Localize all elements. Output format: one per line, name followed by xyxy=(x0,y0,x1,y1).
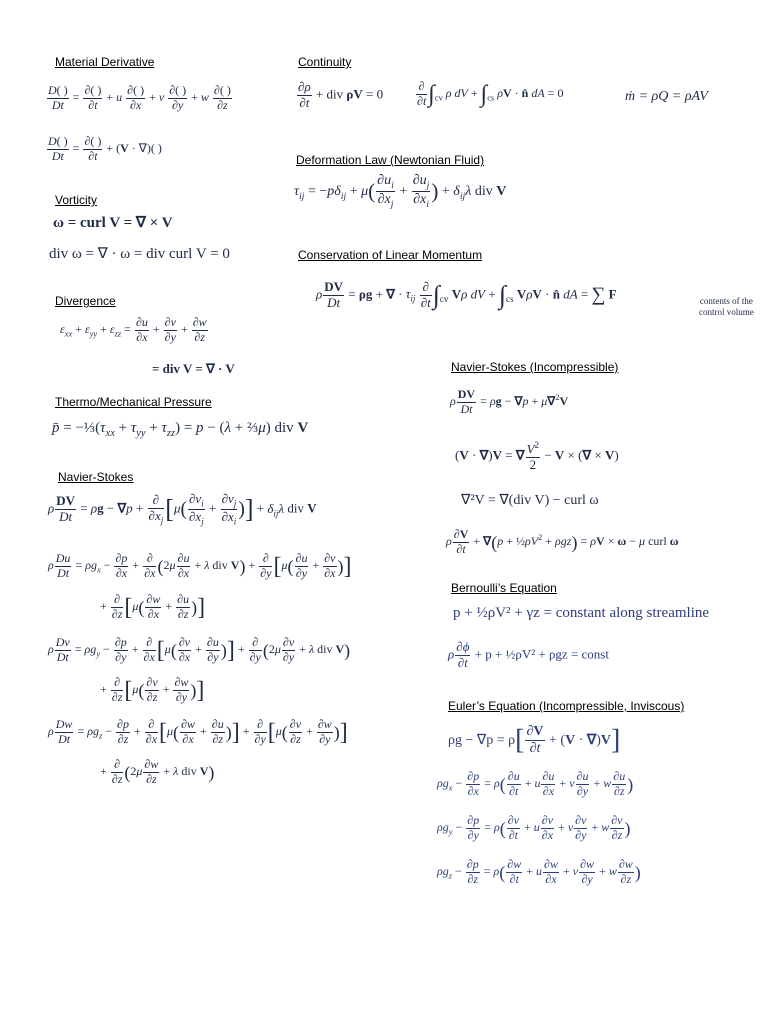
vorticity-equation: ω = curl V = ∇ × V xyxy=(53,215,173,231)
euler-vector-equation: ρg − ∇p = ρ[ $\frac{\partial V}{\partial t}$ + (V · ∇)V] xyxy=(448,724,621,757)
vorticity-divergence-equation: div ω = ∇ · ω = div curl V = 0 xyxy=(49,246,230,262)
navier-stokes-y-cont: + ∂ ∂z [μ( $\frac{\partial v}{\partial z}$ + $\frac{\partial w}{\partial y}$ )] xyxy=(100,675,205,704)
cv-contents-label: contents of the control volume xyxy=(699,296,754,317)
heading-material-derivative: Material Derivative xyxy=(55,55,155,69)
divergence-equation: $\varepsilon_{xx} + \varepsilon_{yy} + \varepsilon_{zz}$ = $\frac{\partial u}{\partial x}$ + $\frac{\partial v}{\partial y}$ + $\frac{\partial w}{\partial z}$ xyxy=(60,315,207,344)
convective-identity-equation: (V · ∇)V = ∇ $\frac{V^2}{2}$ − V × (∇ × V) xyxy=(455,440,619,473)
material-derivative-vector: $\frac{D( )}{Dt}$ = ∂( ) ∂t + (V · ∇)( ) xyxy=(48,134,162,163)
euler-y-equation: $\rho g_y$ − $\frac{\partial p}{\partial y}$ = ρ( $\frac{\partial v}{\partial t}$ + u $\frac{\partial v}{\partial x}$ + v $\frac{\partial v}{\partial y}$ + w $\frac{\partial v}{\partial z}$ ) xyxy=(437,813,631,842)
euler-z-equation: $\rho g_z$ − $\frac{\partial p}{\partial z}$ = ρ( $\frac{\partial w}{\partial t}$ + u $\frac{\partial w}{\partial x}$ + v $\frac{\partial w}{\partial y}$ + w $\frac{\partial w}{\partial z}$ ) xyxy=(437,857,641,886)
heading-thermo-pressure: Thermo/Mechanical Pressure xyxy=(55,395,212,409)
navier-stokes-x-cont: + ∂ ∂z [μ( $\frac{\partial w}{\partial x}$ + $\frac{\partial u}{\partial z}$ )] xyxy=(100,592,206,621)
bernoulli-streamline-equation: p + ½ρV² + γz = constant along streamline xyxy=(453,605,710,621)
deformation-law-equation: $\tau_{ij} = -p\delta_{ij} + \mu$( $\frac{\partial u_i}{\partial x_j}$ + $\frac{\partial u_j}{\partial x_i}$ ) + $\delta_{ij}\lambda$ div V xyxy=(294,173,507,210)
bernoulli-unsteady-equation: ρ $\frac{\partial\phi}{\partial t}$ + p + ½ρV² + ρgz = const xyxy=(448,639,609,670)
momentum-equation: ρ $\frac{DV}{Dt}$ = ρg + ∇ · $\tau_{ij}$ ∂ ∂t $\int_{cv}$ Vρ dV + $\int_{cs}$ VρV · n̂ dA = ∑ F xyxy=(316,279,617,310)
heading-divergence: Divergence xyxy=(55,294,116,308)
continuity-integral-equation: ∂ ∂t $\int_{cv}$ ρ dV + $\int_{cs}$ ρV · n̂ dA = 0 xyxy=(417,79,564,108)
cs-label: cs xyxy=(487,93,495,103)
heading-navier-stokes-incompressible: Navier-Stokes (Incompressible) xyxy=(451,360,619,374)
heading-navier-stokes: Navier-Stokes xyxy=(58,470,134,484)
heading-bernoulli: Bernoulli’s Equation xyxy=(451,581,557,595)
continuity-equation: $\frac{\partial\rho}{\partial t}$ + div ρV = 0 xyxy=(298,79,384,110)
ns-rotational-form: ρ $\frac{\partial V}{\partial t}$ + $\nabla(p + \frac{1}{2}\rho V^2 + \rho gz) = \rho V \times \omega - \mu$ curl ω xyxy=(446,527,679,556)
heading-conservation-momentum: Conservation of Linear Momentum xyxy=(298,248,483,262)
heading-euler: Euler’s Equation (Incompressible, Inviscous) xyxy=(448,699,685,713)
material-derivative-expanded: $\frac{D( )}{Dt}$ = ∂( ) ∂t + u ∂( ) ∂x + v ∂( ) ∂y + w ∂( ) ∂z xyxy=(48,83,231,112)
cv-label: cv xyxy=(434,93,443,103)
navier-stokes-tensor: ρ $\frac{DV}{Dt}$ = ρg − ∇p + ∂ $\partial x_j$ [μ( $\frac{\partial v_i}{\partial x_j}$ + $\frac{\partial v_j}{\partial x_i}$ )] + $\delta_{ij}\lambda$ div V xyxy=(48,491,317,527)
navier-stokes-x: ρ $\frac{Du}{Dt}$ = $\rho g_x$ − $\frac{\partial p}{\partial x}$ + ∂ ∂x (2μ $\frac{\partial u}{\partial x}$ + λ div V) + ∂ ∂y [μ( $\frac{\partial u}{\partial y}$ + $\frac{\partial v}{\partial x}$ )] xyxy=(48,551,352,580)
mass-flow-equation: ṁ = ρQ = ρAV xyxy=(625,89,708,104)
heading-continuity: Continuity xyxy=(298,55,352,69)
euler-x-equation: $\rho g_x$ − $\frac{\partial p}{\partial x}$ = ρ( $\frac{\partial u}{\partial t}$ + u $\frac{\partial u}{\partial x}$ + v $\frac{\partial u}{\partial y}$ + w $\frac{\partial u}{\partial z}$ ) xyxy=(437,769,634,798)
heading-deformation-law: Deformation Law (Newtonian Fluid) xyxy=(296,153,485,167)
navier-stokes-z: ρ $\frac{Dw}{Dt}$ = $\rho g_z$ − $\frac{\partial p}{\partial z}$ + ∂ ∂x [μ( $\frac{\partial w}{\partial x}$ + $\frac{\partial u}{\partial z}$ )] + ∂ ∂y [μ( $\frac{\partial v}{\partial z}$ + $\frac{\partial w}{\partial y}$ )] xyxy=(48,717,348,746)
laplacian-identity-equation: ∇²V = ∇(div V) − curl ω xyxy=(461,493,599,508)
thermo-pressure-equation: p̄ = $-\frac{1}{3}(\tau_{xx} + \tau_{yy} + \tau_{zz}) = p - (\lambda$ + ⅔μ) div V xyxy=(52,420,309,439)
ns-incompressible-equation: ρ $\frac{DV}{Dt}$ = ρg − ∇p + μ∇$^2$V xyxy=(450,387,569,416)
navier-stokes-y: ρ $\frac{Dv}{Dt}$ = $\rho g_y$ − $\frac{\partial p}{\partial y}$ + ∂ ∂x [μ( $\frac{\partial v}{\partial x}$ + $\frac{\partial u}{\partial y}$ )] + ∂ ∂y (2μ $\frac{\partial v}{\partial y}$ + λ div V) xyxy=(48,635,351,664)
divergence-result: = div V = ∇ · V xyxy=(152,361,235,376)
navier-stokes-z-cont: + ∂ ∂z (2μ $\frac{\partial w}{\partial z}$ + λ div V) xyxy=(100,757,215,786)
heading-vorticity: Vorticity xyxy=(55,193,98,207)
